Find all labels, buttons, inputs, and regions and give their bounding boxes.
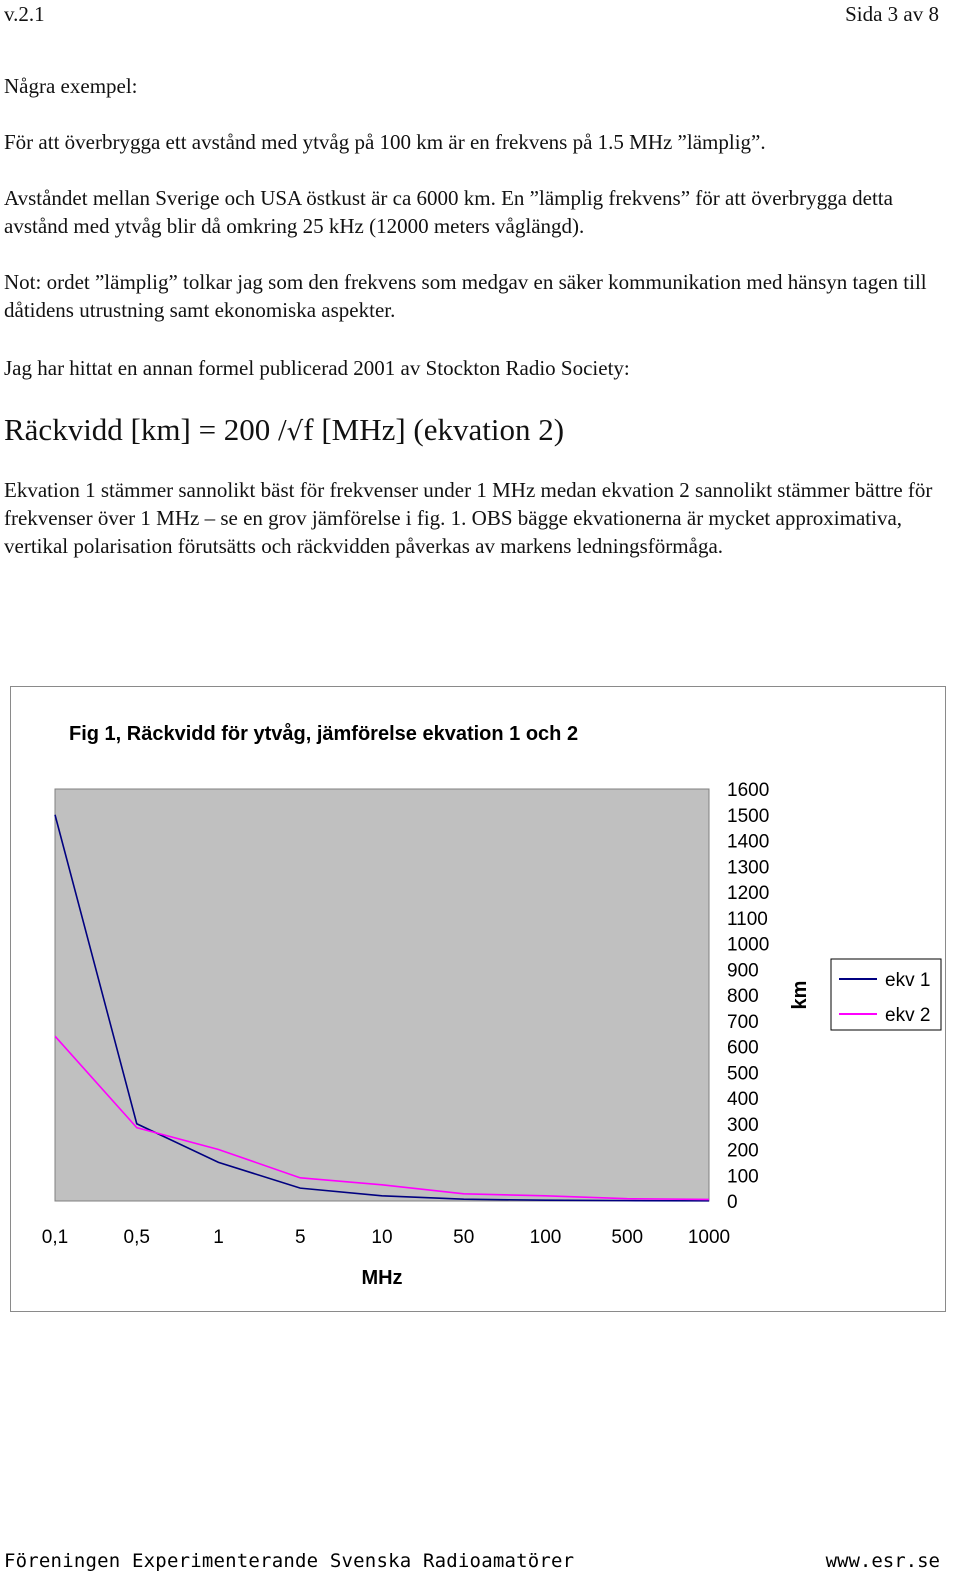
y-tick-label: 1400 (727, 831, 770, 853)
formula-left: Räckvidd [km] = 200 / (4, 412, 287, 447)
x-tick-labels (42, 1227, 730, 1248)
y-tick-label: 0 (727, 1192, 738, 1213)
paragraph-examples-heading: Några exempel: (4, 74, 138, 98)
y-tick-label: 900 (727, 960, 759, 982)
y-tick-label: 400 (727, 1089, 759, 1110)
x-tick-label: 1000 (687, 1227, 731, 1248)
chart-title: Fig 1, Räckvidd för ytvåg, jämförelse ekvation 1 och 2 (69, 723, 579, 745)
footer-organization: Föreningen Experimenterande Svenska Radioamatörer (4, 1550, 575, 1572)
footer-website: www.esr.se (825, 1550, 940, 1572)
paragraph-note: Not: ordet ”lämplig” tolkar jag som den frekvens som medgav en säker kommunikation med hänsyn tagen till dåtidens utrustning samt ekonomiska aspekter. (4, 270, 927, 322)
legend-label-ekv2: ekv 2 (885, 1005, 931, 1026)
paragraph-comparison: Ekvation 1 stämmer sannolikt bäst för frekvenser under 1 MHz medan ekvation 2 sannolikt stämmer bättre för frekvenser över 1 MHz – se en grov jämförelse i fig. 1. OBS bägge ekvationerna är mycket approximativa, vertikal polarisation förutsätts och räckvidden påverkas av markens ledningsförmåga. (4, 478, 933, 558)
chart-figure-1 (10, 686, 946, 1312)
version-label: v.2.1 (4, 2, 45, 26)
page-number: Sida 3 av 8 (845, 2, 939, 26)
x-tick-label: 1 (213, 1227, 224, 1248)
x-tick-label: 100 (529, 1227, 562, 1248)
x-tick-label: 500 (611, 1227, 644, 1248)
chart-canvas (11, 687, 945, 1311)
formula-equation-2 (4, 410, 564, 452)
formula-right: f [MHz] (ekvation 2) (303, 412, 565, 447)
y-tick-label: 1300 (727, 857, 770, 879)
paragraph-example-usa: Avståndet mellan Sverige och USA östkust är ca 6000 km. En ”lämplig frekvens” för att överbrygga detta avstånd med ytvåg blir då omkring 25 kHz (12000 meters våglängd). (4, 186, 893, 238)
x-tick-label: 0,5 (123, 1227, 150, 1248)
x-axis-label: MHz (361, 1267, 403, 1289)
y-tick-label: 500 (727, 1063, 759, 1085)
paragraph-formula-intro: Jag har hittat en annan formel publicerad 2001 av Stockton Radio Society: (4, 356, 630, 380)
x-tick-label: 10 (371, 1227, 393, 1248)
y-tick-label: 600 (727, 1037, 759, 1059)
paragraph-example-100km: För att överbrygga ett avstånd med ytvåg på 100 km är en frekvens på 1.5 MHz ”lämplig”. (4, 130, 766, 154)
y-tick-label: 1600 (727, 780, 770, 801)
y-tick-label: 1100 (727, 908, 768, 930)
y-tick-label: 800 (727, 986, 759, 1007)
legend-label-ekv1: ekv 1 (885, 970, 931, 991)
y-tick-label: 100 (727, 1166, 759, 1188)
y-tick-label: 1000 (727, 934, 770, 956)
x-tick-label: 5 (294, 1227, 306, 1248)
y-tick-label: 700 (727, 1011, 759, 1033)
x-tick-label: 0,1 (41, 1227, 69, 1248)
x-tick-label: 50 (453, 1227, 475, 1248)
y-tick-label: 300 (727, 1114, 759, 1136)
y-tick-label: 200 (727, 1140, 759, 1162)
y-tick-label: 1500 (727, 805, 770, 827)
sqrt-symbol: √ (286, 417, 304, 447)
y-axis-label: km (789, 980, 811, 1010)
y-tick-label: 1200 (727, 883, 770, 904)
y-tick-labels (727, 780, 769, 1213)
legend (831, 959, 941, 1030)
plot-area (55, 789, 709, 1201)
